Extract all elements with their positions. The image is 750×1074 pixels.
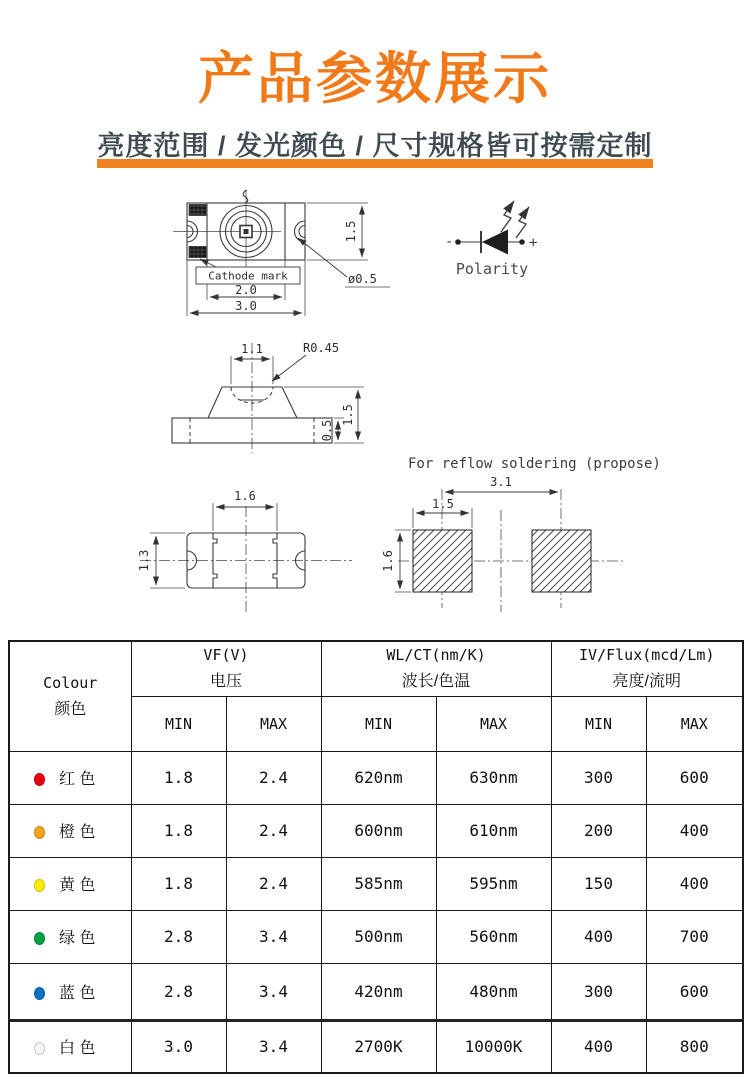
col-group-iv: IV/Flux(mcd/Lm) 亮度/流明 — [551, 641, 743, 696]
col-header-min: MIN — [551, 696, 646, 751]
color-dot — [34, 987, 45, 1000]
table-row-red: 红 色 1.8 2.4 620nm 630nm 300 600 — [9, 751, 743, 804]
col-header-min: MIN — [131, 696, 226, 751]
dim-label: 2.0 — [235, 283, 257, 297]
color-name: 黄 色 — [59, 877, 96, 894]
top-view-drawing — [173, 190, 390, 316]
dim-label: 1.6 — [234, 489, 256, 503]
dim-label: 1.5 — [341, 404, 355, 426]
technical-drawings — [0, 180, 750, 625]
dim-label: 0.5 — [320, 419, 334, 442]
dim-label: R0.45 — [303, 341, 340, 355]
polarity-diagram — [445, 201, 537, 278]
dim-label: ø0.5 — [348, 272, 377, 286]
col-header-colour: Colour 颜色 — [9, 641, 131, 751]
dim-label: 1.5 — [344, 220, 358, 243]
reflow-note: For reflow soldering (propose) — [408, 456, 661, 472]
dim-label: 1.3 — [137, 549, 151, 572]
col-header-max: MAX — [226, 696, 321, 751]
color-name: 白 色 — [59, 1040, 96, 1058]
table-row-green: 绿 色 2.8 3.4 500nm 560nm 400 700 — [9, 910, 743, 963]
table-row-blue: 蓝 色 2.8 3.4 420nm 480nm 300 600 — [9, 963, 743, 1020]
bottom-view-drawing — [137, 489, 352, 612]
page-subtitle-wrap — [97, 124, 652, 163]
page-title: 产品参数展示 — [198, 47, 552, 110]
polarity-plus: + — [529, 235, 538, 251]
dim-label: 3.0 — [235, 299, 257, 313]
color-dot — [34, 932, 45, 945]
color-dot — [34, 826, 45, 839]
polarity-minus: - — [445, 234, 454, 250]
color-dot — [34, 773, 45, 786]
side-view-drawing — [172, 341, 364, 453]
color-dot — [34, 1042, 45, 1055]
solder-pad-right — [532, 530, 591, 592]
page-header — [0, 48, 750, 163]
color-name: 红 色 — [59, 771, 96, 788]
table-row-white-clipped: 白 色 3.0 3.4 2700K 10000K 400 800 — [9, 1020, 743, 1073]
cathode-mark-label: Cathode mark — [208, 269, 288, 283]
color-name: 绿 色 — [59, 930, 96, 947]
dim-label: 1.6 — [381, 550, 395, 572]
cathode-mark-hatch-bottom — [189, 247, 206, 258]
color-name: 橙 色 — [59, 824, 96, 841]
dim-label: 1.5 — [432, 497, 454, 511]
col-header-max: MAX — [436, 696, 551, 751]
polarity-label: Polarity — [455, 260, 529, 278]
solder-pad-left — [413, 530, 472, 592]
col-header-min: MIN — [321, 696, 436, 751]
col-group-vf: VF(V) 电压 — [131, 641, 321, 696]
col-header-max: MAX — [646, 696, 743, 751]
spec-table — [8, 640, 744, 1074]
col-group-wl: WL/CT(nm/K) 波长/色温 — [321, 641, 551, 696]
table-row-orange: 橙 色 1.8 2.4 600nm 610nm 200 400 — [9, 804, 743, 857]
page-subtitle: 亮度范围 / 发光颜色 / 尺寸规格皆可按需定制 — [97, 130, 653, 161]
dim-label: 1.1 — [241, 342, 263, 356]
pad-layout-drawing — [381, 456, 661, 612]
color-name: 蓝 色 — [59, 984, 96, 1002]
dim-label: 3.1 — [490, 475, 512, 489]
color-dot — [34, 879, 45, 892]
cathode-mark-hatch-top — [189, 205, 206, 216]
table-row-yellow: 黄 色 1.8 2.4 585nm 595nm 150 400 — [9, 857, 743, 910]
